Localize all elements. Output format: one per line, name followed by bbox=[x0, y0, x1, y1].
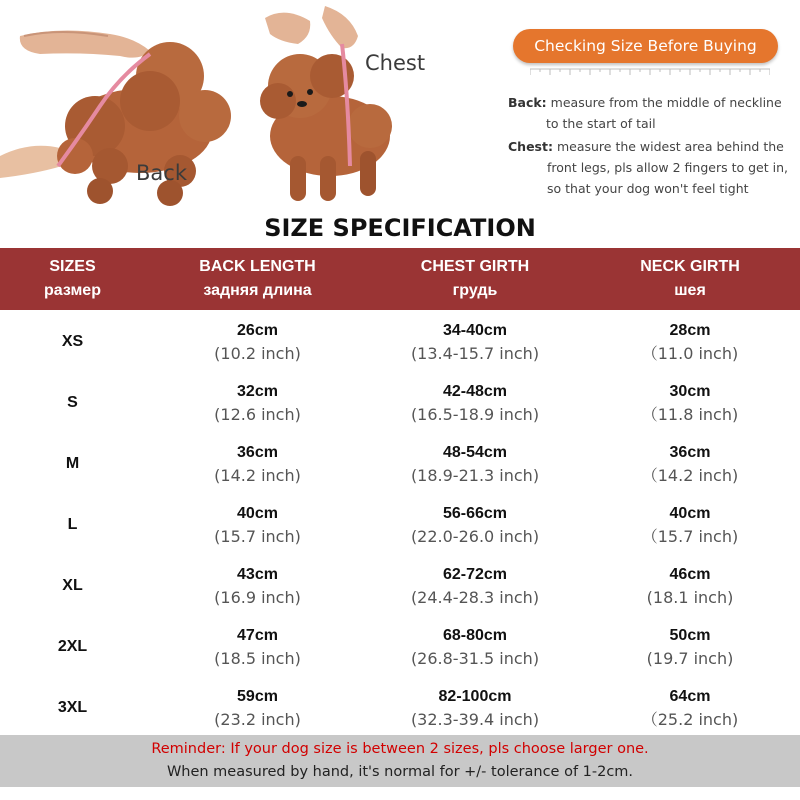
neck-inch: (19.7 inch) bbox=[646, 648, 734, 668]
size-table-header bbox=[0, 248, 800, 310]
neck-inch: (18.1 inch) bbox=[646, 587, 734, 607]
chest-line-3: so that your dog won't feel tight bbox=[547, 181, 749, 196]
back-cm: 59cm bbox=[237, 687, 278, 705]
back-inch: (10.2 inch) bbox=[214, 343, 301, 363]
dog-back-illustration bbox=[0, 6, 250, 206]
table-row bbox=[0, 494, 800, 555]
header-back-length bbox=[145, 248, 370, 310]
back-length-cell bbox=[145, 616, 370, 677]
header-neck-girth-ru: шея bbox=[674, 282, 706, 299]
neck-inch: （11.0 inch) bbox=[641, 343, 739, 363]
neck-girth-cell bbox=[580, 494, 800, 555]
chest-inch: (24.4-28.3 inch) bbox=[410, 587, 540, 607]
header-neck-girth bbox=[580, 248, 800, 310]
neck-inch: （14.2 inch) bbox=[641, 465, 739, 485]
chest-cm: 62-72cm bbox=[442, 565, 508, 583]
back-inch: (15.7 inch) bbox=[214, 526, 301, 546]
table-row bbox=[0, 311, 800, 372]
back-inch: (12.6 inch) bbox=[214, 404, 301, 424]
back-cm: 40cm bbox=[237, 504, 278, 522]
chest-measure-instructions bbox=[508, 136, 800, 199]
chest-term: Chest: bbox=[508, 139, 553, 154]
table-row bbox=[0, 555, 800, 616]
dog-chest-illustration bbox=[250, 6, 500, 206]
back-cm: 36cm bbox=[237, 443, 278, 461]
back-cm: 32cm bbox=[237, 382, 278, 400]
chest-cm: 48-54cm bbox=[442, 443, 508, 461]
ruler-icon bbox=[530, 68, 770, 76]
size-label: XS bbox=[61, 332, 84, 350]
chest-inch: (13.4-15.7 inch) bbox=[410, 343, 540, 363]
header-chest-girth bbox=[370, 248, 580, 310]
chest-inch: (18.9-21.3 inch) bbox=[410, 465, 540, 485]
table-row bbox=[0, 616, 800, 677]
header-back-length-en: BACK LENGTH bbox=[199, 258, 316, 275]
chest-cm: 42-48cm bbox=[442, 382, 508, 400]
back-line-1: measure from the middle of neckline bbox=[550, 95, 782, 110]
back-length-cell bbox=[145, 311, 370, 372]
chest-cm: 56-66cm bbox=[442, 504, 508, 522]
neck-girth-cell bbox=[580, 311, 800, 372]
size-label: L bbox=[67, 515, 78, 533]
back-inch: (14.2 inch) bbox=[214, 465, 301, 485]
back-inch: (18.5 inch) bbox=[214, 648, 301, 668]
chest-inch: (32.3-39.4 inch) bbox=[410, 709, 540, 729]
size-label: 2XL bbox=[57, 637, 88, 655]
back-length-cell bbox=[145, 677, 370, 738]
back-cm: 26cm bbox=[237, 321, 278, 339]
chest-line-1: measure the widest area behind the bbox=[556, 139, 784, 154]
chest-line-2: front legs, pls allow 2 fingers to get in, bbox=[547, 160, 788, 175]
back-cm: 43cm bbox=[237, 565, 278, 583]
size-label: M bbox=[65, 454, 80, 472]
back-measure-instructions bbox=[508, 92, 800, 134]
neck-cm: 64cm bbox=[669, 687, 711, 705]
chest-girth-cell bbox=[370, 372, 580, 433]
size-reminder: Reminder: If your dog size is between 2 sizes, pls choose larger one. bbox=[151, 741, 649, 757]
size-label: XL bbox=[62, 576, 83, 594]
back-term: Back: bbox=[508, 95, 547, 110]
table-row bbox=[0, 433, 800, 494]
size-label: S bbox=[67, 393, 78, 411]
back-label: Back bbox=[136, 161, 187, 185]
chest-girth-cell bbox=[370, 616, 580, 677]
neck-inch: （15.7 inch) bbox=[641, 526, 739, 546]
chest-girth-cell bbox=[370, 433, 580, 494]
chest-inch: (22.0-26.0 inch) bbox=[410, 526, 540, 546]
chest-inch: (26.8-31.5 inch) bbox=[410, 648, 540, 668]
neck-cm: 46cm bbox=[669, 565, 711, 583]
back-measure-photo bbox=[0, 6, 250, 206]
chest-girth-cell bbox=[370, 494, 580, 555]
size-label: 3XL bbox=[57, 698, 88, 716]
table-row bbox=[0, 372, 800, 433]
back-line-2: to the start of tail bbox=[546, 116, 656, 131]
neck-inch: （25.2 inch) bbox=[641, 709, 739, 729]
header-sizes-en: SIZES bbox=[49, 258, 96, 275]
neck-cm: 30cm bbox=[669, 382, 711, 400]
back-length-cell bbox=[145, 372, 370, 433]
chest-cm: 82-100cm bbox=[438, 687, 512, 705]
header-chest-girth-en: CHEST GIRTH bbox=[420, 258, 530, 275]
footer-notes bbox=[0, 735, 800, 787]
chest-inch: (16.5-18.9 inch) bbox=[410, 404, 540, 424]
chest-cm: 34-40cm bbox=[442, 321, 508, 339]
chest-cm: 68-80cm bbox=[442, 626, 508, 644]
checking-size-banner: Checking Size Before Buying bbox=[513, 29, 778, 63]
neck-girth-cell bbox=[580, 372, 800, 433]
back-cm: 47cm bbox=[237, 626, 278, 644]
neck-girth-cell bbox=[580, 677, 800, 738]
size-guide-panel bbox=[500, 0, 800, 212]
table-row bbox=[0, 677, 800, 738]
neck-girth-cell bbox=[580, 616, 800, 677]
back-length-cell bbox=[145, 494, 370, 555]
neck-cm: 36cm bbox=[669, 443, 711, 461]
chest-girth-cell bbox=[370, 311, 580, 372]
back-inch: (23.2 inch) bbox=[214, 709, 301, 729]
neck-cm: 28cm bbox=[669, 321, 711, 339]
neck-inch: （11.8 inch) bbox=[641, 404, 739, 424]
neck-cm: 40cm bbox=[669, 504, 711, 522]
page-title: SIZE SPECIFICATION bbox=[264, 214, 536, 242]
neck-girth-cell bbox=[580, 433, 800, 494]
back-length-cell bbox=[145, 433, 370, 494]
header-back-length-ru: задняя длина bbox=[203, 282, 312, 299]
header-sizes bbox=[0, 248, 145, 310]
back-inch: (16.9 inch) bbox=[214, 587, 301, 607]
chest-label: Chest bbox=[365, 51, 426, 75]
chest-girth-cell bbox=[370, 555, 580, 616]
measuring-guide-section bbox=[0, 0, 800, 212]
tolerance-note: When measured by hand, it's normal for +/- tolerance of 1-2cm. bbox=[166, 764, 634, 780]
back-length-cell bbox=[145, 555, 370, 616]
header-sizes-ru: размер bbox=[44, 282, 101, 299]
header-neck-girth-en: NECK GIRTH bbox=[640, 258, 740, 275]
header-chest-girth-ru: грудь bbox=[452, 282, 498, 299]
chest-measure-photo bbox=[250, 6, 500, 206]
neck-girth-cell bbox=[580, 555, 800, 616]
size-table-body bbox=[0, 311, 800, 735]
neck-cm: 50cm bbox=[669, 626, 711, 644]
chest-girth-cell bbox=[370, 677, 580, 738]
